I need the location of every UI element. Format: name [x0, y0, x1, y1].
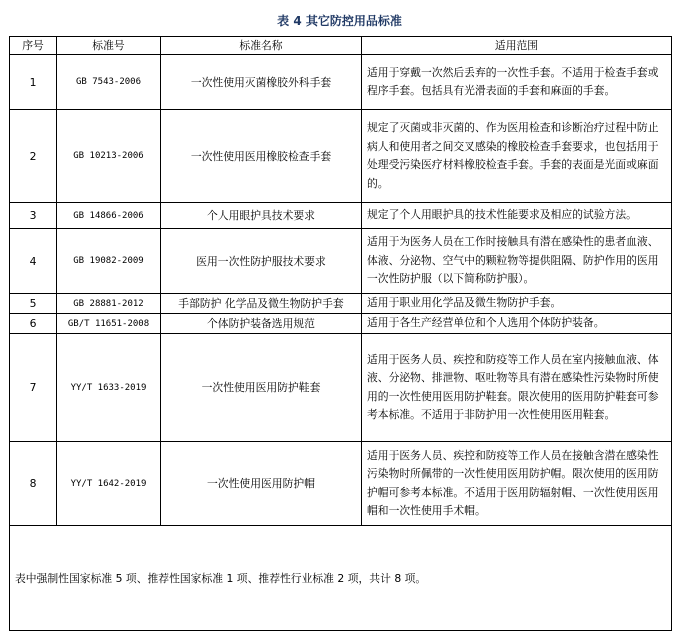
standard-name: 一次性使用医用橡胶检查手套: [161, 110, 362, 203]
standard-name: 一次性使用灭菌橡胶外科手套: [161, 55, 362, 110]
table-row: [10, 314, 672, 334]
table-row: [10, 442, 672, 526]
standards-table: [9, 36, 672, 631]
standard-scope: 适用于医务人员、疾控和防疫等工作人员在接触含潜在感染性污染物时所佩带的一次性使用医用防护帽。限次使用的医用防护帽可参考本标准。不适用于医用防辐射帽、一次性使用医用帽和一次性使用手术帽。: [362, 442, 672, 526]
row-number: 1: [10, 55, 57, 110]
standard-scope: 规定了灭菌或非灭菌的、作为医用检查和诊断治疗过程中防止病人和使用者之间交叉感染的橡胶检查手套要求，也包括用于处理受污染医疗材料橡胶检查手套。手套的表面是光面或麻面的。: [362, 110, 672, 203]
row-number: 2: [10, 110, 57, 203]
standard-code: GB 28881-2012: [57, 294, 161, 314]
standard-code: YY/T 1642-2019: [57, 442, 161, 526]
standard-name: 个体防护装备选用规范: [161, 314, 362, 334]
table-row: [10, 110, 672, 203]
standard-name: 个人用眼护具技术要求: [161, 203, 362, 229]
table-row: [10, 294, 672, 314]
standard-code: YY/T 1633-2019: [57, 334, 161, 442]
row-number: 8: [10, 442, 57, 526]
standard-name: 手部防护 化学品及微生物防护手套: [161, 294, 362, 314]
standard-code: GB 19082-2009: [57, 229, 161, 294]
standard-scope: 适用于各生产经营单位和个人选用个体防护装备。: [362, 314, 672, 334]
standard-code: GB 10213-2006: [57, 110, 161, 203]
standard-code: GB/T 11651-2008: [57, 314, 161, 334]
row-number: 5: [10, 294, 57, 314]
standard-scope: 规定了个人用眼护具的技术性能要求及相应的试验方法。: [362, 203, 672, 229]
table-row: [10, 229, 672, 294]
standard-name: 医用一次性防护服技术要求: [161, 229, 362, 294]
col-header-code: 标准号: [57, 37, 161, 55]
standard-scope: 适用于为医务人员在工作时接触具有潜在感染性的患者血液、体液、分泌物、空气中的颗粒物等提供阻隔、防护作用的医用一次性防护服（以下简称防护服）。: [362, 229, 672, 294]
standard-scope: 适用于职业用化学品及微生物防护手套。: [362, 294, 672, 314]
standard-name: 一次性使用医用防护鞋套: [161, 334, 362, 442]
col-header-scope: 适用范围: [362, 37, 672, 55]
standard-name: 一次性使用医用防护帽: [161, 442, 362, 526]
table-row: [10, 203, 672, 229]
table-title: 表 4 其它防控用品标准: [277, 14, 402, 28]
standard-scope: 适用于穿戴一次然后丢弃的一次性手套。不适用于检查手套或程序手套。包括具有光滑表面的手套和麻面的手套。: [362, 55, 672, 110]
summary-text: 表中强制性国家标准 5 项、推荐性国家标准 1 项、推荐性行业标准 2 项，共计 8 项。: [10, 526, 672, 631]
table-row: [10, 334, 672, 442]
standard-code: GB 14866-2006: [57, 203, 161, 229]
standard-scope: 适用于医务人员、疾控和防疫等工作人员在室内接触血液、体液、分泌物、排泄物、呕吐物等具有潜在感染性污染物时所使用的一次性使用医用防护鞋套。限次使用的医用防护鞋套可参考本标准。不适用于非防护用一次性使用医用鞋套。: [362, 334, 672, 442]
header-row: [10, 37, 672, 55]
row-number: 7: [10, 334, 57, 442]
row-number: 6: [10, 314, 57, 334]
table-row: [10, 55, 672, 110]
summary-row: [10, 526, 672, 631]
standard-code: GB 7543-2006: [57, 55, 161, 110]
row-number: 3: [10, 203, 57, 229]
col-header-no: 序号: [10, 37, 57, 55]
row-number: 4: [10, 229, 57, 294]
col-header-name: 标准名称: [161, 37, 362, 55]
